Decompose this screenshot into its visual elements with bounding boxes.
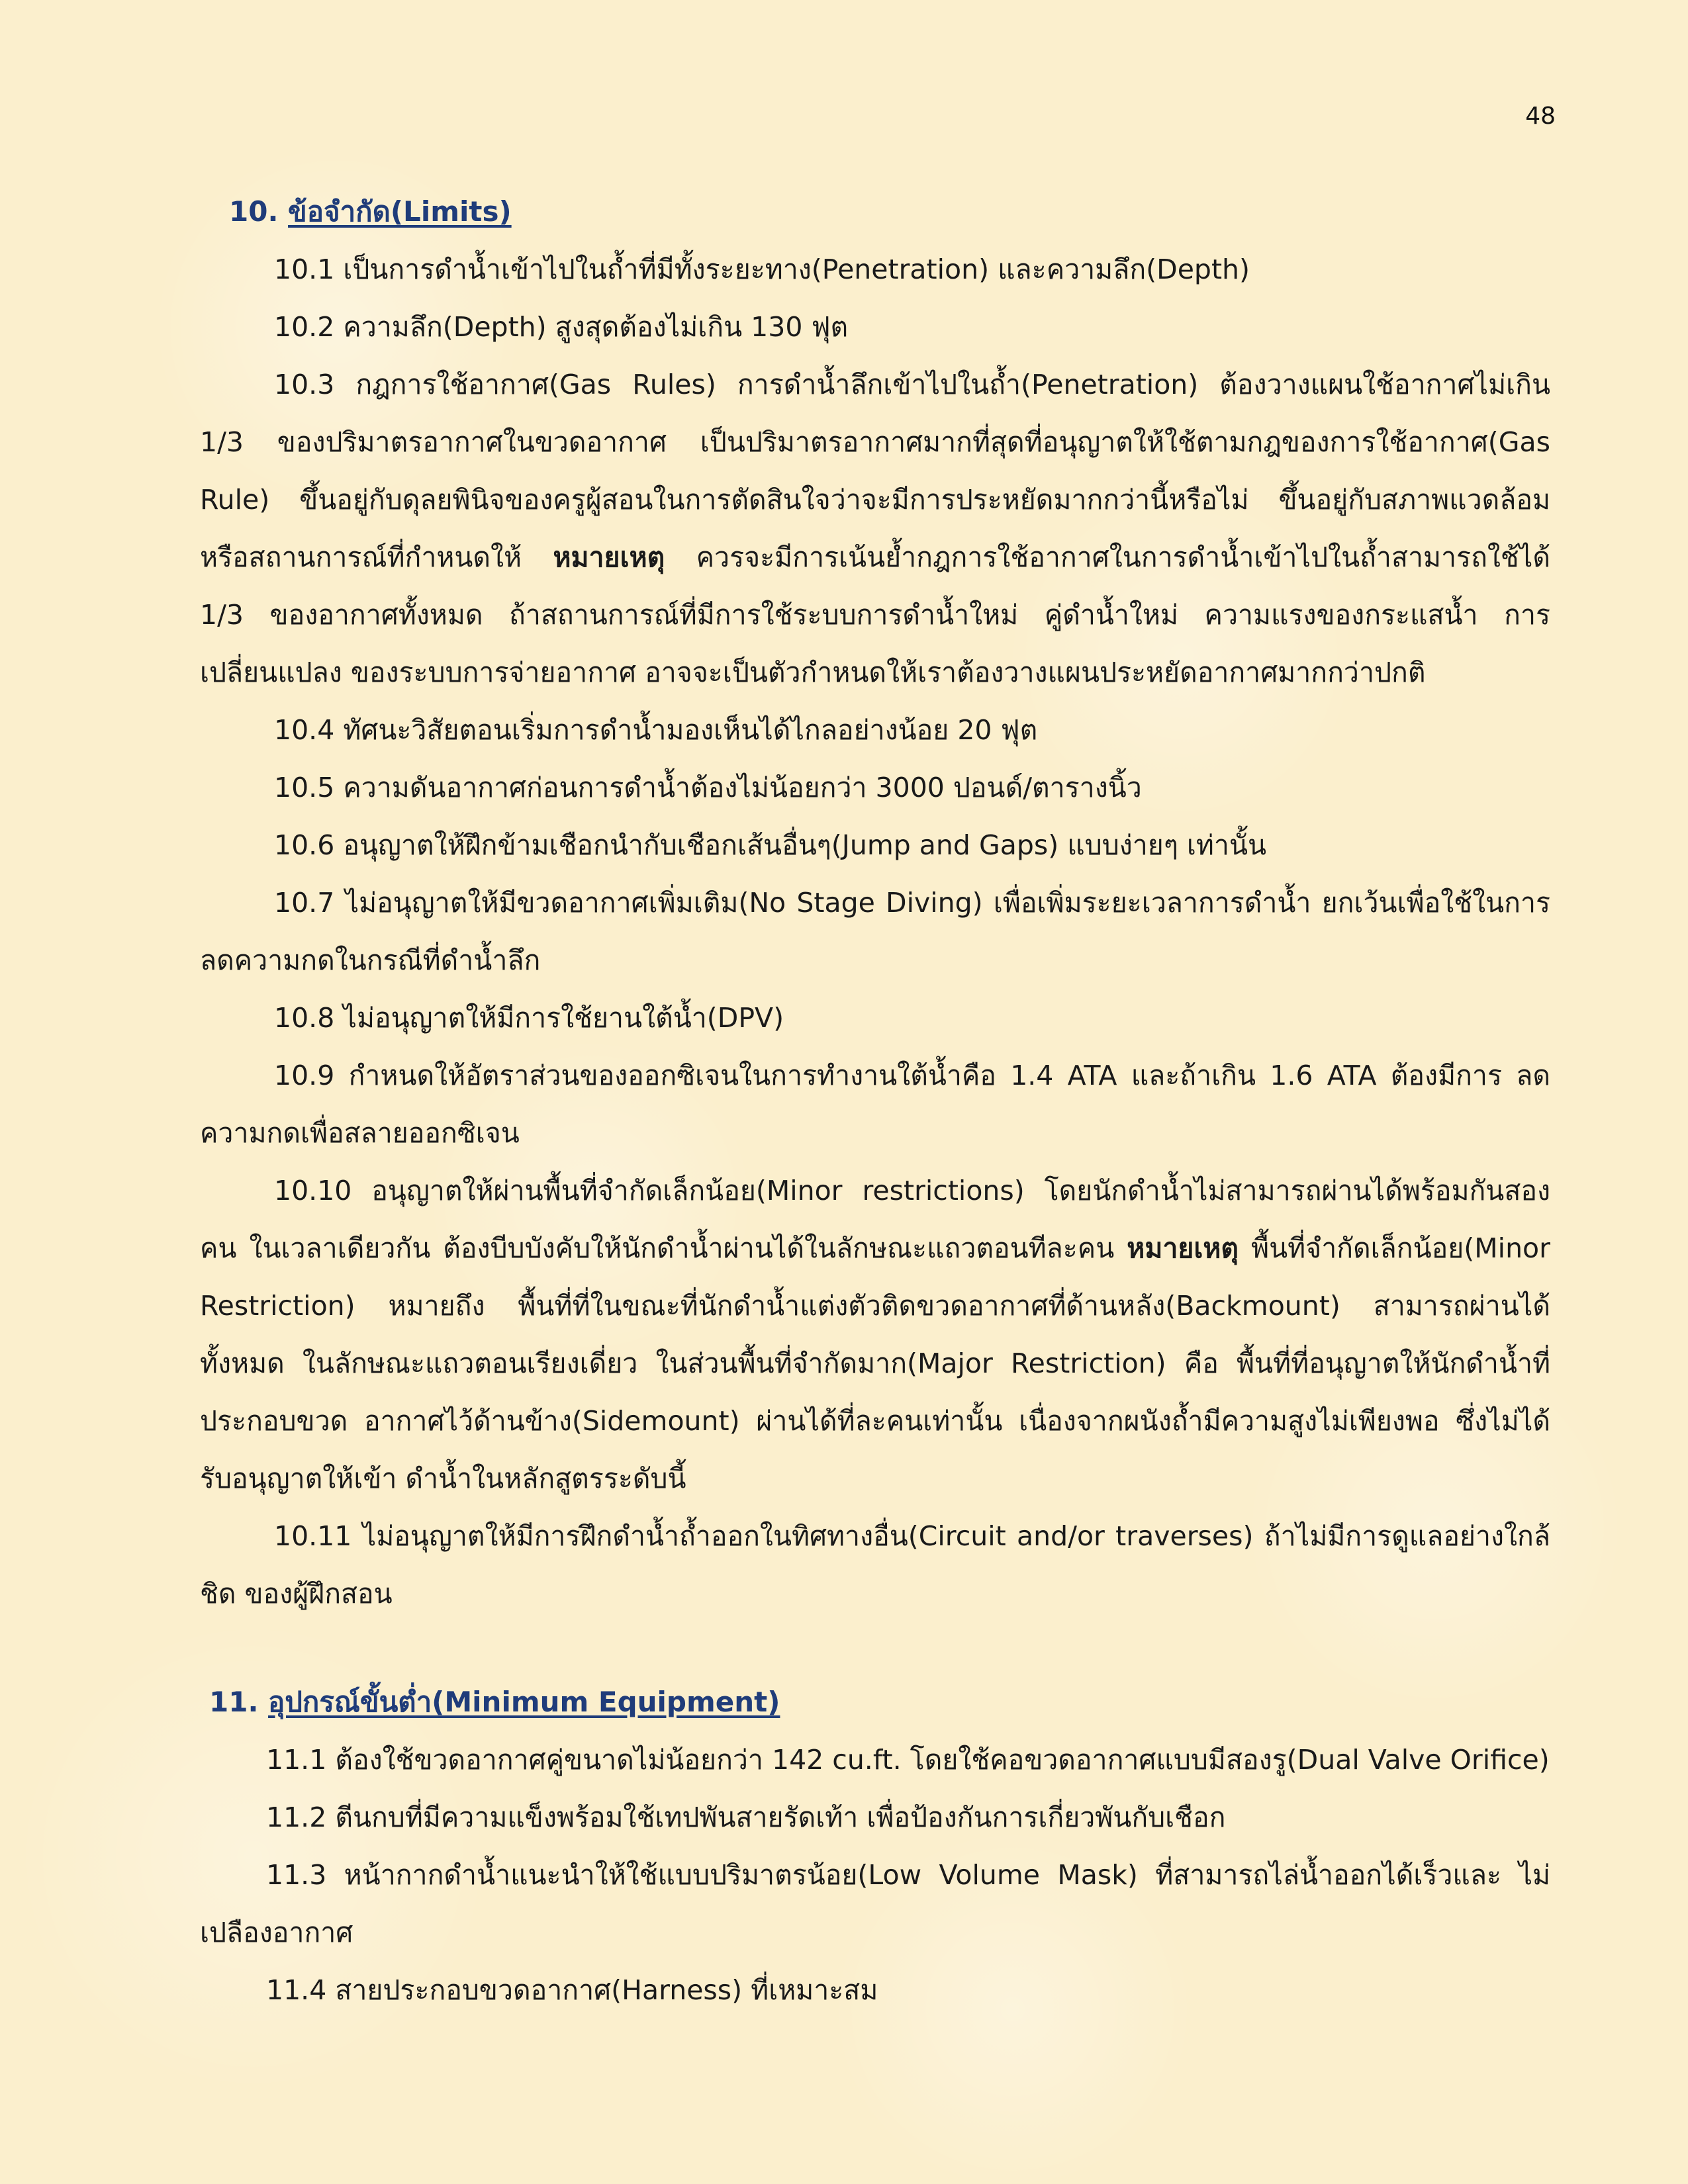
item-10-11: 10.11 ไม่อนุญาตให้มีการฝึกดำน้ำถ้ำออกในทิศทางอื่น(Circuit and/or traverses) ถ้าไม่มีการดูแลอย่างใกล้ชิด ของผู้ฝึกสอน [200,1520,1550,1610]
section-10-number: 10. [229,195,279,228]
section-11-body [200,1731,1550,2019]
item-10-10 [200,1162,1550,1508]
item-11-1: 11.1 ต้องใช้ขวดอากาศคู่ขนาดไม่น้อยกว่า 142 cu.ft. โดยใช้คอขวดอากาศแบบมีสองรู(Dual Valve Orifice) [266,1744,1550,1776]
section-11-title: อุปกรณ์ขั้นต่ำ(Minimum Equipment) [268,1686,780,1718]
item-10-10-note-label: หมายเหตุ [1127,1232,1239,1264]
section-10-title: ข้อจำกัด(Limits) [288,195,512,228]
page-number: 48 [1525,103,1556,130]
item-11-2: 11.2 ตีนกบที่มีความแข็งพร้อมใช้เทปพันสายรัดเท้า เพื่อป้องกันการเกี่ยวพันกับเชือก [266,1801,1226,1833]
item-11-3: 11.3 หน้ากากดำน้ำแนะนำให้ใช้แบบปริมาตรน้อย(Low Volume Mask) ที่สามารถไล่น้ำออกได้เร็วและ ไม่เปลืองอากาศ [200,1859,1550,1948]
item-10-3-text-b: ควรจะมีการเน้นย้ำกฎการใช้อากาศในการดำน้ำเข้าไปในถ้ำสามารถใช้ได้ 1/3 ของอากาศทั้งหมด ถ้าสถานการณ์ที่มีการใช้ระบบการดำน้ำใหม่ คู่ดำน้ำใหม่ ความแรงของกระแสน้ำ การเปลี่ยนแปลง ของระบบการจ่ายอากาศ อาจจะเป็นตัวกำหนดให้เราต้องวางแผนประหยัดอากาศมากกว่าปกติ [200,541,1550,688]
item-10-10-text-b: พื้นที่จำกัดเล็กน้อย(Minor Restriction) หมายถึง พื้นที่ที่ในขณะที่นักดำน้ำแต่งตัวติดขวดอากาศที่ด้านหลัง(Backmount) สามารถผ่านได้ทั้งหมด ในลักษณะแถวตอนเรียงเดี่ยว ในส่วนพื้นที่จำกัดมาก(Major Restriction) คือ พื้นที่ที่อนุญาตให้นักดำน้ำที่ประกอบขวด อากาศไว้ด้านข้าง(Sidemount) ผ่านได้ที่ละคนเท่านั้น เนื่องจากผนังถ้ำมีความสูงไม่เพียงพอ ซึ่งไม่ได้รับอนุญาตให้เข้า ดำน้ำในหลักสูตรระดับนี้ [200,1232,1550,1494]
item-10-3-text-a: 10.3 กฎการใช้อากาศ(Gas Rules) การดำน้ำลึกเข้าไปในถ้ำ(Penetration) ต้องวางแผนใช้อากาศไม่เกิน 1/3 ของปริมาตรอากาศในขวดอากาศ เป็นปริมาตรอากาศมากที่สุดที่อนุญาตให้ใช้ตามกฎของการใช้อากาศ(Gas Rule) ขึ้นอยู่กับดุลยพินิจของครูผู้สอนในการตัดสินใจว่าจะมีการประหยัดมากกว่านี้หรือไม่ ขึ้นอยู่กับสภาพแวดล้อม หรือสถานการณ์ที่กำหนดให้ [200,369,1550,573]
item-10-10-text-a: 10.10 อนุญาตให้ผ่านพื้นที่จำกัดเล็กน้อย(Minor restrictions) โดยนักดำน้ำไม่สามารถผ่านได้พร้อมกันสองคน ในเวลาเดียวกัน ต้องบีบบังคับให้นักดำน้ำผ่านได้ในลักษณะแถวตอนทีละคน [200,1175,1550,1264]
item-10-8: 10.8 ไม่อนุญาตให้มีการใช้ยานใต้น้ำ(DPV) [274,1002,784,1034]
section-11-heading [209,1684,780,1721]
section-10-heading [229,193,512,230]
item-10-5: 10.5 ความดันอากาศก่อนการดำน้ำต้องไม่น้อยกว่า 3000 ปอนด์/ตารางนิ้ว [274,772,1142,803]
item-10-3 [200,356,1550,702]
section-11-number: 11. [209,1686,259,1718]
item-10-6: 10.6 อนุญาตให้ฝึกข้ามเชือกนำกับเชือกเส้นอื่นๆ(Jump and Gaps) แบบง่ายๆ เท่านั้น [274,829,1267,861]
item-10-1: 10.1 เป็นการดำน้ำเข้าไปในถ้ำที่มีทั้งระยะทาง(Penetration) และความลึก(Depth) [274,253,1250,285]
item-10-7: 10.7 ไม่อนุญาตให้มีขวดอากาศเพิ่มเติม(No Stage Diving) เพื่อเพิ่มระยะเวลาการดำน้ำ ยกเว้นเพื่อใช้ในการ ลดความกดในกรณีที่ดำน้ำลึก [200,887,1550,976]
section-10-body [200,241,1550,1623]
item-10-9: 10.9 กำหนดให้อัตราส่วนของออกซิเจนในการทำงานใต้น้ำคือ 1.4 ATA และถ้าเกิน 1.6 ATA ต้องมีการ ลดความกดเพื่อสลายออกซิเจน [200,1060,1550,1149]
item-10-3-note-label: หมายเหตุ [553,541,665,573]
item-10-2: 10.2 ความลึก(Depth) สูงสุดต้องไม่เกิน 130 ฟุต [274,311,849,343]
item-11-4: 11.4 สายประกอบขวดอากาศ(Harness) ที่เหมาะสม [266,1974,878,2006]
item-10-4: 10.4 ทัศนะวิสัยตอนเริ่มการดำน้ำมองเห็นได้ไกลอย่างน้อย 20 ฟุต [274,714,1038,746]
